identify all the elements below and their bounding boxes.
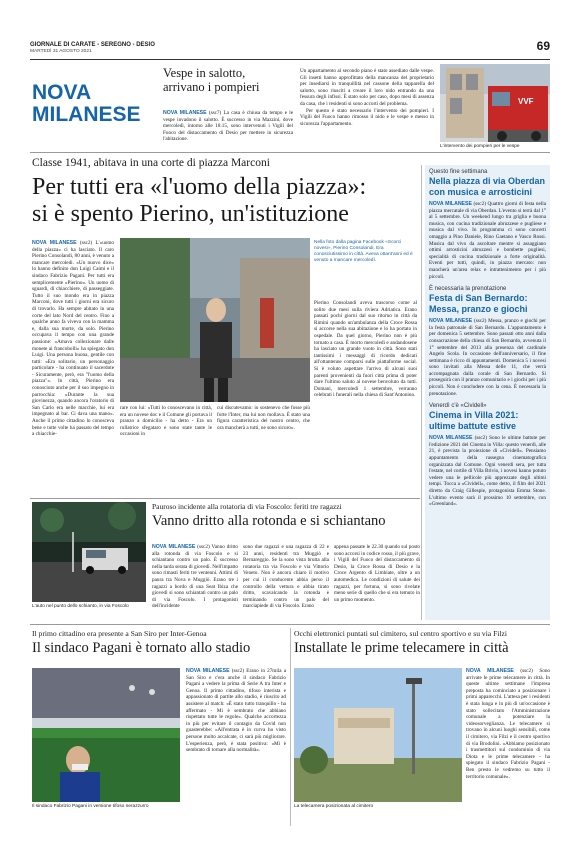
main-kicker: Classe 1941, abitava in una corte di piazza Marconi (32, 157, 270, 169)
paper-title: GIORNALE DI CARATE - SEREGNO - DESIO (30, 42, 155, 48)
sidebar (425, 165, 550, 620)
bottom-left-photo-caption: Il sindaco Fabrizio Pagani in versione tifoso nerazzurro (32, 804, 149, 809)
main-col4: Pierino Consolandi aveva trascorso come al solito due mesi sulla riviera Adriatica. Erano passati pochi giorni dal suo ritorno in città da Rimini quando un'ambulanza della Croce Rossa si accorse nella sua abitazione e lo ha portato in ospedale. Da quel giorno, Pierino non è più tornato a casa. È morto mercoledì e andandosene ha lasciato un grande vuoto in città. Sono stati tantissimi i messaggi di ricordo dedicati all'ottantenne comparsi sulle piattaforme social. Si è voluto aspettare l'arrivo di alcuni suoi parenti provenienti da fuori città prima di poter dare l'ultimo saluto al novese benvoluto da tutti. Domani, mercoledì 1 settembre, verranno celebrati i funerali nella chiesa di Sant'Antonino. (314, 300, 417, 399)
sidebar-item1-headline: Nella piazza di via Oberdan con musica e arrosticini (429, 176, 546, 197)
main-headline-line2: si è spento Pierino, un'istituzione (32, 201, 349, 227)
truck-lettering: VVF (518, 97, 534, 106)
top-story-photo (440, 64, 550, 142)
sidebar-item3-eyebrow: Venerdì c'è «Cividell» (429, 403, 487, 410)
accident-col1: NOVA MILANESE (ssc2) Vanno dritto alla rotonda di via Foscolo e si schiantano contro un palo. È successo nella tarda serata di giovedì. Nell'impatto sono rimasti feriti tre ventenni. Attimi di paura tra Nova e Muggiò. Erano tre i ragazzi a bordo di una Seat Ibiza che giovedì si sono schiantati contro un palo di via Foscolo. I protagonisti dell'incidente (152, 544, 239, 610)
bottom-right-kicker: Occhi elettronici puntati sul cimitero, sul centro sportivo e su via Filzi (294, 629, 507, 638)
top-story-col1: NOVA MILANESE (ssc7) La casa è chiusa da tempo e le vespe invadono il salotto. È successo in via Mazzini, dove mercoledì, intorno alle 18.15, sono intervenuti i Vigili del Fuoco del distaccamento di Desio per mettere in sicurezza l'abitazione. (163, 110, 294, 143)
bottom-right-col: NOVA MILANESE (ssc2) Sono arrivate le prime telecamere in città. In queste ultime settimane l'impresa preposta ha cominciato a posizionare i primi apparecchi. L'attesa per i residenti è stata lunga e in più di un'occasione è stato sollecitato l'Amministrazione comunale a potenziare la videosorveglianza. Le telecamere si trovano in alcuni luoghi sensibili, come il cimitero, via Filzi e il centro sportivo di via Brodolini. «Abbiamo posizionato i trasmettitori sul condominio di via Diota e le prime telecamere - ha spiegato il sindaco Fabrizio Pagani - Ben presto le vedremo su tutto il territorio comunale». (466, 668, 551, 780)
section-label-line1: NOVA (32, 81, 92, 104)
bottom-right-photo (294, 668, 462, 802)
sidebar-item2-body: NOVA MILANESE (ssc2) Messa, pranzo e giochi per la festa patronale di San Bernardo. L'appuntamento è per domenica 5 settembre. Sono passati otto anni dalla consacrazione della chiesa di San Bernardo, avvenuta il 1° settembre del 2013 alla presenza del cardinale Angelo Scola. In occasione dell'anniversario, il fine settimana è ricco di appuntamenti. Domenica 5 i novesi sono invitati alla Messa delle 11, che verrà accompagnata dalla corale di San Bernardo. Si proseguirà con il pranzo comunitario e i giochi per i più piccoli. Non è concludere con la cena. È necessaria la prenotazione. (429, 318, 546, 397)
accident-photo-caption: L'auto nel punto dello schianto, in via Foscolo (32, 604, 129, 609)
main-col2: rare con lui: «Tutti lo conoscevano in città, era un novese doc e il Comune gli portava il pranzo a domicilio - ha detto - Era un rullatrice sfegataro e sono state tante le occasioni in (120, 405, 212, 438)
page-number: 69 (536, 39, 550, 53)
issue-date: MARTEDÌ 31 AGOSTO 2021 (30, 49, 92, 54)
main-photo (120, 238, 310, 402)
main-headline-line1: Per tutti era «l'uomo della piazza»: (32, 174, 367, 200)
section-label (32, 82, 152, 126)
sidebar-divider (421, 165, 422, 620)
top-story-col2: Un appartamento al secondo piano è stato assediato dalle vespe. Gli insetti hanno approfittato della mancanza del proprietario per insediarsi in tranquillità nel cassone della tapparella del salotto, sono riusciti a creare il loro nido entrando da una fessura degli infissi. È stato solo per caso, dopo mesi di assenza da casa, che i residenti si sono accorti del problema. Per questo è stato necessario l'intervento dei pompieri. I Vigili del Fuoco hanno rimosso il nido e le vespe e messo in sicurezza l'appartamento. (300, 68, 434, 127)
bottom-divider (30, 624, 550, 625)
sidebar-item2-eyebrow: È necessaria la prenotazione (429, 286, 507, 293)
accident-col3: appena passate le 22.30 quando sul posto sono accorsi in codice rosso, il più grave, i Vigili del Fuoco del distaccamento di Desio, la Croce Rossa di Desio e la Croce Argento di Limbiate, oltre a un automedica. Le condizioni di salute dei ragazzi, per fortuna, si sono rivelate meno serie di quello che si era temuto in un primo momento. (334, 544, 420, 603)
bottom-left-headline: Il sindaco Pagani è tornato allo stadio (32, 640, 251, 656)
sidebar-item1-eyebrow: Questo fine settimana (429, 169, 488, 175)
main-col1: NOVA MILANESE (ssc2) L'«uomo della piazza» ci ha lasciato. Il caro Pierino Consolandi, 80 anni, è venuto a mancare mercoledì. «Un nuovo dice» lo hanno definito don Luigi Caimi e il sindaco Fabrizio Pagani. Per tutti era semplicemente «Pierino». Un uomo di sguardi, di chiacchiere, di passeggiate. Tutto il suo mondo era in piazza Marconi, dove tutti i giorni era sicuro di trovarlo. Ha sempre abitato in una corte del lato Nord del centro. Fino a qualche anno fa viveva con la mamma e, dalla sua morte, da solo. Pierino occupava il tempo con una grande passione: «Amava collezionare dalle monete ai francobolli» ha spiegato don Luigi. Una persona buona, gentile con tutti: «Era solitario, un personaggio particolare - ha continuato il sacerdote - Sicuramente, però, era "l'uomo della piazza"». In città, Pierino era conosciuto anche per il suo impegno in parrocchia: «Durante la sua giovinezza, quando ancora l'oratorio di San Carlo era nelle macchie, lui era impegnato al bar. Ci dava una mano». Anche il primo cittadino lo conosceva bene e tutte volte ha passato del tempo a chiacchie- (32, 240, 115, 438)
main-photo-caption: Nella foto dalla pagina Facebook «Scorci novesi», Pierino Consolandi. Era conosciutissimo in città. Aveva ottant'anni ed è venuto a mancare mercoledì. (314, 240, 413, 263)
bottom-right-headline: Installate le prime telecamere in città (294, 640, 509, 656)
bottom-left-col: NOVA MILANESE (ssc2) Erano in 27mila a San Siro e c'era anche il sindaco Fabrizio Pagani a vedere la prima di Serie A tra Inter e Genoa. Il primo cittadino, tifoso interista e appassionato di partite allo stadio, è riuscito ad assistere al match: «È stato tutto tranquillo - ha affermato - Mi è sembrato che abbiano rispettato tutte le regole». Qualche accortezza in più per evitare il contagio da Covid non guasterebbe: «All'entrata è in curva ho visto persone molto accalcate, ci sarà più migliorare. L'esperienza, però, è stata positiva: «Mi è sembrato di tornare alla normalità». (186, 668, 286, 754)
main-col3: cui discutevamo: io sostenevo che fosse più forte l'Inter, ma lui non mollava. È stato una figura caratteristica del nostro centro, che ora mancherà a tutti, ne sono sicuro». (217, 405, 310, 431)
sidebar-item3-headline: Cinema in Villa 2021: ultime battute estive (429, 410, 519, 431)
top-story-headline: Vespe in salotto, arrivano i pompieri (163, 66, 260, 94)
accident-kicker: Pauroso incidente alla rotatoria di via Foscolo: feriti tre ragazzi (152, 502, 342, 511)
top-story-photo-caption: L'intervento dei pompieri per le vespe (440, 144, 520, 149)
header-rule (30, 59, 550, 60)
top-divider (30, 152, 550, 153)
accident-col2: sono due ragazzi e una ragazza di 22 e 23 anni, residenti tra Muggiò e Bernareggio. Se la sono vista brutta alla rotatoria tra via Foscolo e via Vittorio Veneto. Non è ancora chiaro il motivo per cui il conducente abbia perso il controllo della vettura e abbia tirato dritto, scavalcando la rotonda e terminando contro un palo del marciapiede di via Foscolo. Erano (243, 544, 329, 610)
sidebar-item3-body: NOVA MILANESE (ssc2) Sono le ultime battute per l'edizione 2021 del Cinema in Villa: questo venerdì, alle 21, è prevista la proiezione di «Cividell». Pensiamo appuntamento della rassegna cinematografica organizzata dal Comune. Ogni venerdì sera, per tutta l'estate, nel cortile di Villa Brivio, i novesi hanno potuto vedere una le pellicole più apprezzate degli ultimi tempi. Tocca a «Cividell», come detto, il film del 2021 diretto da Craig Gillespie, protagonista Emma Stone. L'ultimo evento sarà il prossimo 10 settembre, con «Greenland». (429, 435, 547, 508)
section-label-line2: MILANESE (32, 103, 141, 126)
accident-divider (30, 498, 420, 499)
sidebar-item2-headline: Festa di San Bernardo: Messa, pranzo e giochi (429, 293, 528, 314)
bottom-left-kicker: Il primo cittadino era presente a San Siro per Inter-Genoa (32, 629, 207, 638)
bottom-center-divider (290, 628, 291, 826)
bottom-left-photo (32, 668, 180, 802)
sidebar-item1-body: NOVA MILANESE (ssc2) Quattro giorni di festa nella piazza mercatale di via Oberdan. L'evento si terrà dal 1° al 5 settembre. Un weekend lungo tra griglia e buona musica, con cucina tradizionale abruzzese e pugliese e musica dal vivo. In programma ci sono concerti omaggio a Pino Daniele, Rino Gaetano e Vasco Rossi. Musica dal vivo da ascoltare mentre si assaggiano ottimi arrosticini abruzzesi e bombette pugliesi, specialità di cucina tradizionale a forte originalità. Eventi per tutti, quindi, in piazza mercato: non mancherà un'area relax e intrattenimento per i più piccoli. (429, 201, 547, 280)
main-headline (32, 174, 427, 228)
page-header (30, 36, 550, 58)
accident-headline: Vanno dritto alla rotonda e si schiantano (152, 513, 386, 529)
accident-photo (32, 502, 146, 602)
bottom-right-photo-caption: La telecamera posizionata al cimitero (294, 804, 374, 809)
